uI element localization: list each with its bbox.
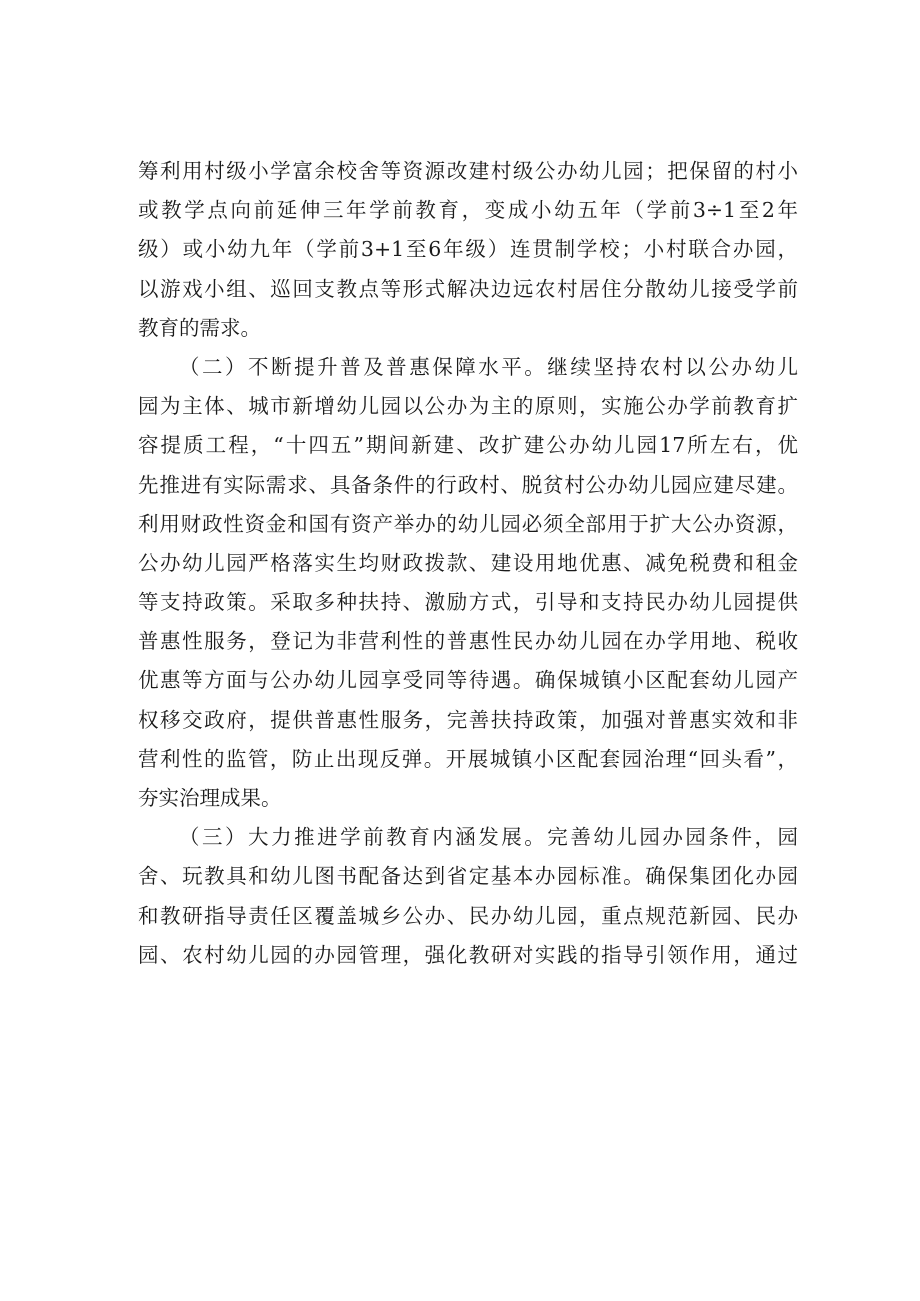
text-line: 园、农村幼儿园的办园管理，强化教研对实践的指导引领作用，通过 (138, 942, 798, 967)
text-line: 以游戏小组、巡回支教点等形式解决边远农村居住分散幼儿接受学前 (138, 276, 798, 301)
text-line: 夯实治理成果。 (138, 786, 282, 810)
text-line: 利用财政性资金和国有资产举办的幼儿园必须全部用于扩大公办资源， (138, 511, 798, 536)
text-line: 舍、玩教具和幼儿图书配备达到省定基本办园标准。确保集团化办园 (138, 864, 798, 889)
text-line: 容提质工程，“十四五”期间新建、改扩建公办幼儿园17所左右，优 (138, 433, 798, 458)
text-line: 和教研指导责任区覆盖城乡公办、民办幼儿园，重点规范新园、民办 (138, 903, 798, 928)
text-line: 筹利用村级小学富余校舍等资源改建村级公办幼儿园；把保留的村小 (138, 159, 798, 183)
paragraph-first-line: （三）大力推进学前教育内涵发展。完善幼儿园办园条件，园 (179, 825, 798, 850)
text-line: 园为主体、城市新增幼儿园以公办为主的原则，实施公办学前教育扩 (138, 394, 798, 419)
text-line: 或教学点向前延伸三年学前教育，变成小幼五年（学前3÷1至2年 (138, 198, 798, 223)
text-line: 等支持政策。采取多种扶持、激励方式，引导和支持民办幼儿园提供 (138, 590, 798, 615)
paragraph-first-line: （二）不断提升普及普惠保障水平。继续坚持农村以公办幼儿 (179, 354, 798, 379)
text-line: 权移交政府，提供普惠性服务，完善扶持政策，加强对普惠实效和非 (138, 707, 798, 732)
text-line: 公办幼儿园严格落实生均财政拨款、建设用地优惠、减免税费和租金 (138, 550, 798, 575)
text-line: 优惠等方面与公办幼儿园享受同等待遇。确保城镇小区配套幼儿园产 (138, 668, 798, 693)
text-line: 营利性的监管，防止出现反弹。开展城镇小区配套园治理“回头看”， (138, 746, 798, 771)
body-text (138, 152, 798, 975)
text-line: 级）或小幼九年（学前3+1至6年级）连贯制学校；小村联合办园， (138, 237, 798, 262)
text-line: 先推进有实际需求、具备条件的行政村、脱贫村公办幼儿园应建尽建。 (138, 472, 798, 497)
text-line: 普惠性服务，登记为非营利性的普惠性民办幼儿园在办学用地、税收 (138, 629, 798, 654)
text-line: 教育的需求。 (138, 315, 261, 340)
